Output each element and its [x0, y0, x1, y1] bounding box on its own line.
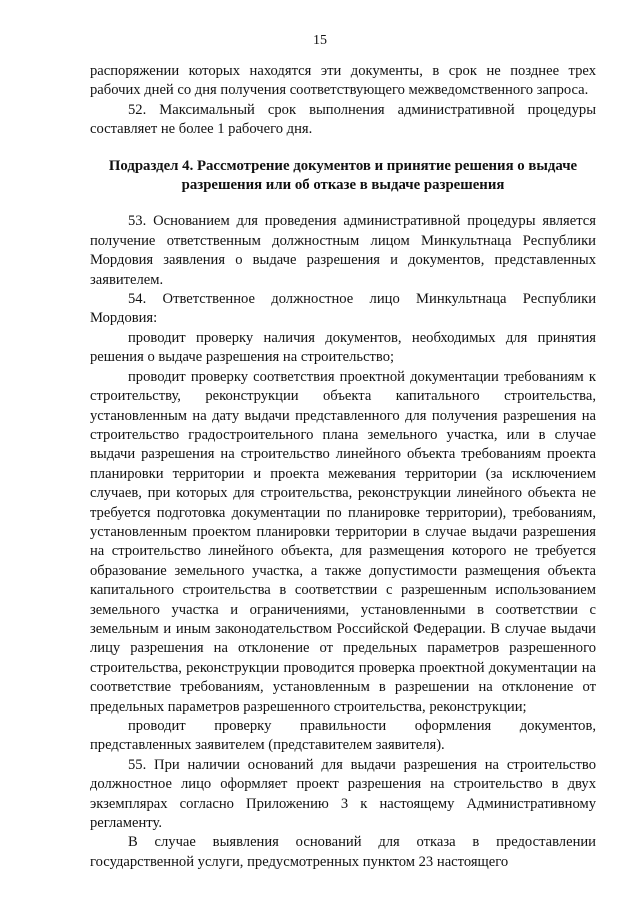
- page-number: 15: [313, 33, 327, 48]
- paragraph-52: 52. Максимальный срок выполнения административной процедуры составляет не более 1 рабочего дня.: [90, 101, 596, 138]
- subsection-heading-line-1: Подраздел 4. Рассмотрение документов и принятие решения о выдаче: [108, 157, 578, 174]
- paragraph-54-item-1: проводит проверку наличия документов, необходимых для принятия решения о выдаче разрешения на строительство;: [90, 329, 596, 366]
- paragraph-54-item-2: проводит проверку соответствия проектной документации требованиям к строительству, реконструкции объекта капитального строительства, установленным на дату выдачи представленного для получения разрешения на строительство градостроительного плана земельного участка, или в случае выдачи разрешения на строительство линейного объекта требованиям проекта планировки территории и проекта межевания территории (за исключением случаев, при которых для строительства, реконструкции линейного объекта не требуется подготовка документации по планировке территории), требованиям, установленным проектом планировки территории в случае выдачи разрешения на строительство линейного объекта, для размещения которого не требуется образование земельного участка, а также допустимости размещения объекта капитального строительства в соответствии с разрешенным использованием земельного участка и ограничениями, установленными в соответствии с земельным и иным законодательством Российской Федерации. В случае выдачи лицу разрешения на отклонение от предельных параметров разрешенного строительства, реконструкции проводится проверка проектной документации на соответствие требованиям, установленным в разрешении на отклонение от предельных параметров разрешенного строительства, реконструкции;: [90, 368, 596, 715]
- paragraph-53: 53. Основанием для проведения административной процедуры является получение ответственным должностным лицом Минкультнаца Республики Мордовия заявления о выдаче разрешения и документов, представленных заявителем.: [90, 213, 596, 288]
- paragraph-continuation: распоряжении которых находятся эти документы, в срок не позднее трех рабочих дней со дня получения соответствующего межведомственного запроса.: [90, 63, 596, 99]
- subsection-heading: [90, 157, 596, 196]
- paragraph-55-refusal: В случае выявления оснований для отказа в предоставлении государственной услуги, предусмотренных пунктом 23 настоящего: [90, 834, 596, 870]
- document-body: [90, 62, 596, 872]
- paragraph-54-item-3: проводит проверку правильности оформления документов, представленных заявителем (представителем заявителя).: [90, 718, 596, 754]
- paragraph-55: 55. При наличии оснований для выдачи разрешения на строительство должностное лицо оформляет проект разрешения на строительство в двух экземплярах согласно Приложению 3 к настоящему Административному регламенту.: [90, 756, 596, 832]
- subsection-heading-line-2: разрешения или об отказе в выдаче разрешения: [181, 177, 505, 194]
- paragraph-54: 54. Ответственное должностное лицо Минкультнаца Республики Мордовия:: [90, 291, 596, 327]
